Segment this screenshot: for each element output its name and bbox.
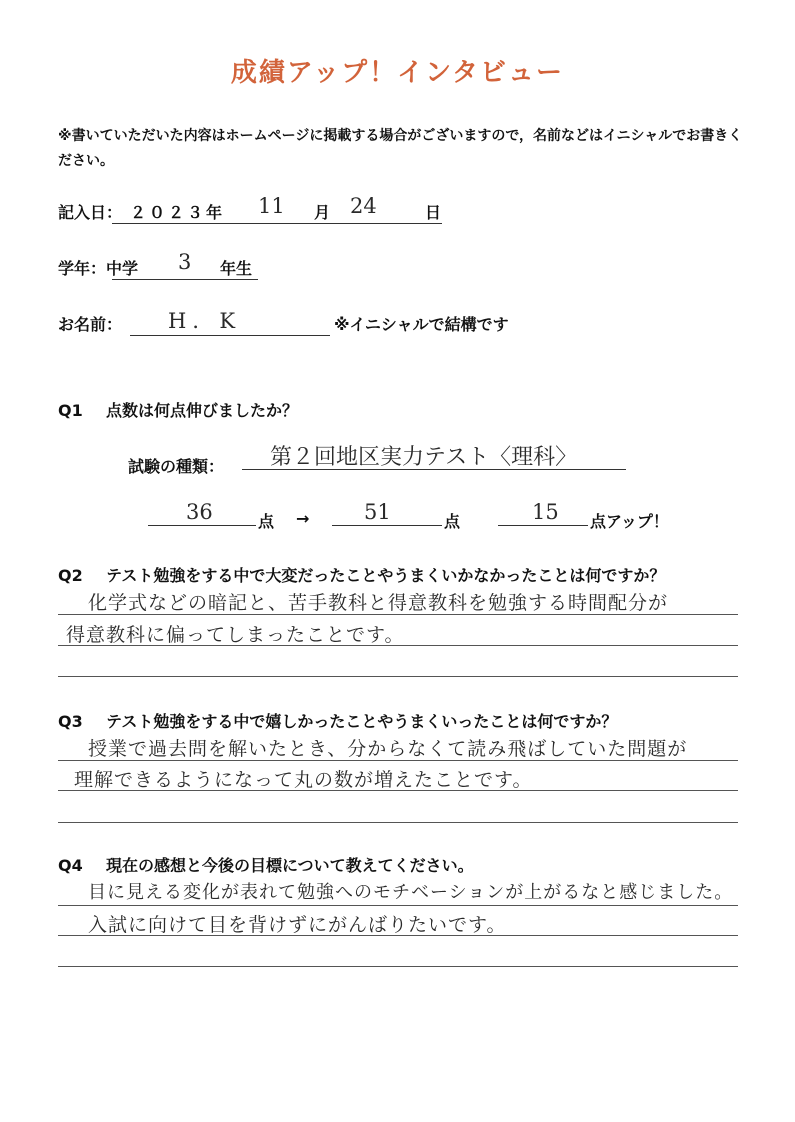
q3-rule-3 bbox=[58, 822, 738, 823]
q3-heading bbox=[58, 709, 617, 732]
q1-gain-underline bbox=[498, 525, 588, 526]
grade-unit: 年生 bbox=[220, 259, 253, 278]
date-day-value: 24 bbox=[350, 194, 377, 218]
q2-answer-line-1: 化学式などの暗記と、苦手教科と得意教科を勉強する時間配分が bbox=[88, 592, 669, 614]
grade-value: 3 bbox=[178, 250, 192, 274]
q1-exam-label: 試験の種類： bbox=[128, 457, 225, 476]
q2-number: Q2 bbox=[58, 566, 83, 585]
q2-question: テスト勉強をする中で大変だったことやうまくいかなかったことは何ですか？ bbox=[106, 566, 666, 585]
q2-answer-line-2: 得意教科に偏ってしまったことです。 bbox=[66, 624, 405, 646]
q3-rule-2 bbox=[58, 790, 738, 791]
date-underline bbox=[112, 223, 442, 224]
grade-underline bbox=[112, 279, 258, 280]
q1-before-unit: 点 bbox=[258, 512, 275, 531]
q1-after-unit: 点 bbox=[444, 512, 461, 531]
q4-rule-3 bbox=[58, 966, 738, 967]
name-note: ※イニシャルで結構です bbox=[334, 315, 509, 334]
q4-answer-line-1: 目に見える変化が表れて勉強へのモチベーションが上がるなと感じました。 bbox=[88, 882, 734, 903]
q1-gain-unit: 点アップ！ bbox=[590, 512, 669, 531]
q1-before-underline bbox=[148, 525, 256, 526]
q4-answer-line-2: 入試に向けて目を背けずにがんばりたいです。 bbox=[88, 914, 507, 936]
name-label: お名前： bbox=[58, 315, 123, 334]
date-month-value: 11 bbox=[258, 194, 285, 218]
date-day-unit: 日 bbox=[425, 203, 442, 222]
q3-rule-1 bbox=[58, 760, 738, 761]
q4-question: 現在の感想と今後の目標について教えてください。 bbox=[106, 856, 474, 875]
q4-heading bbox=[58, 853, 474, 876]
q1-score-before: 36 bbox=[186, 500, 213, 524]
page-title: 成績アップ！インタビュー bbox=[230, 58, 565, 88]
q2-rule-3 bbox=[58, 676, 738, 677]
q3-number: Q3 bbox=[58, 712, 83, 731]
date-year: ２０２３年 bbox=[130, 203, 226, 222]
q3-answer-line-1: 授業で過去問を解いたとき、分からなくて読み飛ばしていた問題が bbox=[88, 738, 688, 760]
q1-score-after: 51 bbox=[364, 500, 391, 524]
q1-number: Q1 bbox=[58, 401, 83, 420]
q4-rule-1 bbox=[58, 905, 738, 906]
q2-rule-1 bbox=[58, 614, 738, 615]
name-underline bbox=[130, 335, 330, 336]
date-label: 記入日： bbox=[58, 203, 123, 222]
q1-heading bbox=[58, 398, 298, 421]
q3-question: テスト勉強をする中で嬉しかったことやうまくいったことは何ですか？ bbox=[106, 712, 618, 731]
q4-rule-2 bbox=[58, 935, 738, 936]
q3-answer-line-2: 理解できるようになって丸の数が増えたことです。 bbox=[74, 769, 533, 791]
q4-number: Q4 bbox=[58, 856, 83, 875]
q1-exam-underline bbox=[242, 469, 626, 470]
q1-score-gain: 15 bbox=[532, 500, 559, 524]
name-value: H．K bbox=[168, 309, 242, 333]
privacy-notice: ※書いていただいた内容はホームページに掲載する場合がございますので，名前などはイニシャルでお書きください。 bbox=[58, 128, 743, 169]
q1-question: 点数は何点伸びましたか？ bbox=[106, 401, 299, 420]
grade-label: 学年：中学 bbox=[58, 259, 139, 278]
date-month-unit: 月 bbox=[314, 203, 331, 222]
q1-after-underline bbox=[332, 525, 442, 526]
q1-exam-value: 第２回地区実力テスト〈理科〉 bbox=[270, 445, 578, 470]
arrow-icon: → bbox=[296, 509, 310, 528]
q2-rule-2 bbox=[58, 645, 738, 646]
q2-heading bbox=[58, 563, 665, 586]
